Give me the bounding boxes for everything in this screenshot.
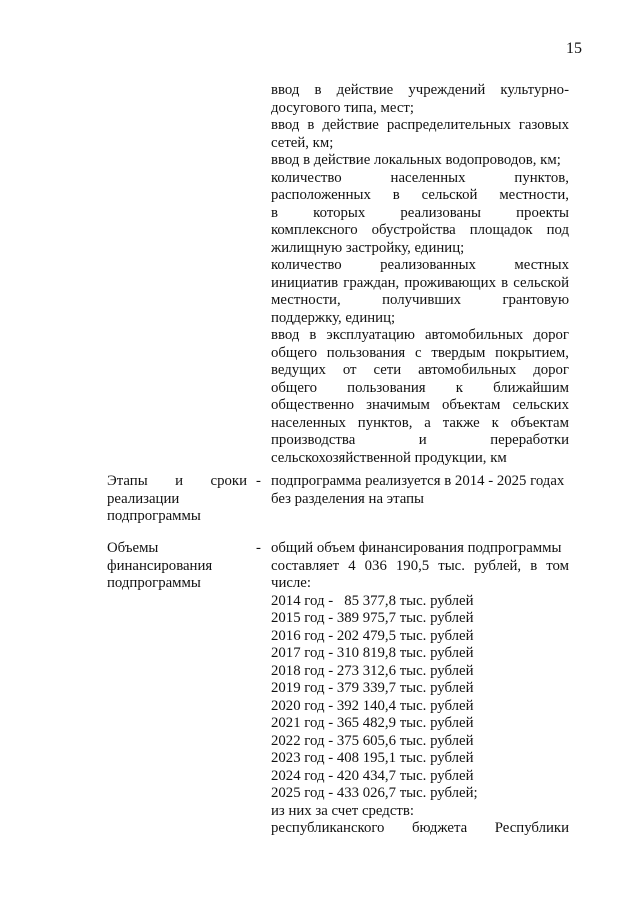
funding-year-line: 2015 год - 389 975,7 тыс. рублей	[271, 610, 474, 626]
funding-year-line: 2024 год - 420 434,7 тыс. рублей	[271, 768, 474, 784]
indicator-line: ввод в действие учреждений культурно-	[271, 82, 569, 98]
funding-value: общий объем финансирования подпрограммы	[271, 540, 562, 556]
stages-label: реализации	[107, 491, 180, 507]
stages-value: подпрограмма реализуется в 2014 - 2025 годах	[271, 473, 565, 489]
indicator-line: ввод в эксплуатацию автомобильных дорог	[271, 327, 569, 343]
stages-value: без разделения на этапы	[271, 491, 424, 507]
indicator-line: сельскохозяйственной продукции, км	[271, 450, 507, 466]
indicator-line: расположенных в сельской местности,	[271, 187, 569, 203]
indicator-line: комплексного обустройства площадок под	[271, 222, 569, 238]
funding-year-line: 2020 год - 392 140,4 тыс. рублей	[271, 698, 474, 714]
funding-label: подпрограммы	[107, 575, 201, 591]
funding-label: Объемы	[107, 540, 159, 556]
indicator-line: производства и переработки	[271, 432, 569, 448]
funding-year-line: 2023 год - 408 195,1 тыс. рублей	[271, 750, 474, 766]
indicator-line: сетей, км;	[271, 135, 334, 151]
indicator-line: местности, получивших грантовую	[271, 292, 569, 308]
funding-year-line: 2022 год - 375 605,6 тыс. рублей	[271, 733, 474, 749]
indicator-line: ввод в действие локальных водопроводов, км;	[271, 152, 561, 168]
row-dash: -	[256, 540, 261, 556]
funding-value: составляет 4 036 190,5 тыс. рублей, в том	[271, 558, 569, 574]
indicator-line: общественно значимым объектам сельских	[271, 397, 569, 413]
indicator-line: ведущих от сети автомобильных дорог	[271, 362, 569, 378]
indicator-line: жилищную застройку, единиц;	[271, 240, 465, 256]
indicator-line: в которых реализованы проекты	[271, 205, 569, 221]
funding-value: числе:	[271, 575, 311, 591]
funding-year-line: 2018 год - 273 312,6 тыс. рублей	[271, 663, 474, 679]
funding-year-line: 2025 год - 433 026,7 тыс. рублей;	[271, 785, 478, 801]
funding-year-line: 2014 год - 85 377,8 тыс. рублей	[271, 593, 474, 609]
indicator-line: количество реализованных местных	[271, 257, 569, 273]
indicator-line: досугового типа, мест;	[271, 100, 414, 116]
indicator-line: общего пользования к ближайшим	[271, 380, 569, 396]
indicator-line: общего пользования с твердым покрытием,	[271, 345, 569, 361]
funding-year-line: 2016 год - 202 479,5 тыс. рублей	[271, 628, 474, 644]
indicator-line: инициатив граждан, проживающих в сельской	[271, 275, 569, 291]
page-number: 15	[566, 40, 582, 57]
funding-year-line: 2017 год - 310 819,8 тыс. рублей	[271, 645, 474, 661]
indicator-line: поддержку, единиц;	[271, 310, 396, 326]
indicator-line: населенных пунктов, а также к объектам	[271, 415, 569, 431]
funding-year-line: 2021 год - 365 482,9 тыс. рублей	[271, 715, 474, 731]
stages-label: Этапы и сроки	[107, 473, 247, 489]
row-dash: -	[256, 473, 261, 489]
stages-label: подпрограммы	[107, 508, 201, 524]
funding-value: из них за счет средств:	[271, 803, 414, 819]
funding-label: финансирования	[107, 558, 213, 574]
funding-year-line: 2019 год - 379 339,7 тыс. рублей	[271, 680, 474, 696]
indicator-line: ввод в действие распределительных газовых	[271, 117, 569, 133]
funding-value: республиканского бюджета Республики	[271, 820, 569, 836]
indicator-line: количество населенных пунктов,	[271, 170, 569, 186]
